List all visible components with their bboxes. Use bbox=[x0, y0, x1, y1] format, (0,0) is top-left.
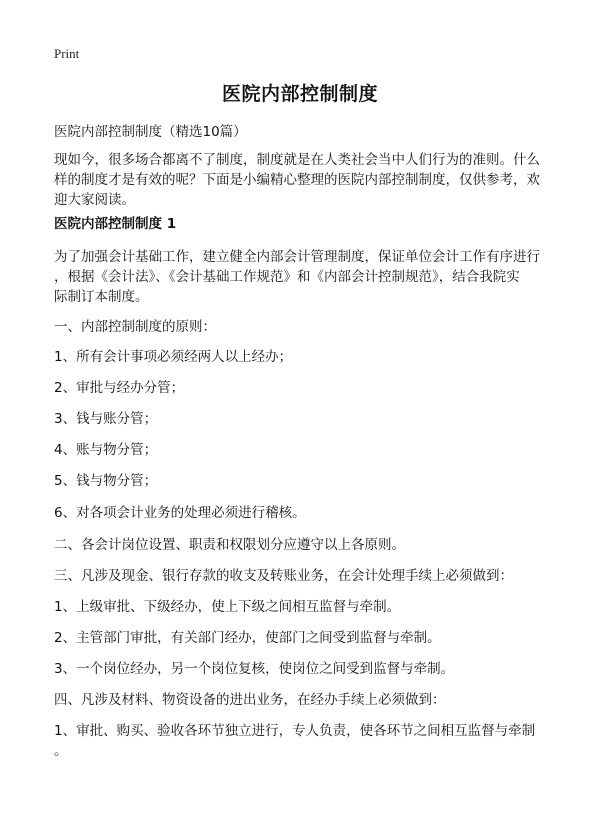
intro-line: 迎大家阅读。 bbox=[54, 192, 135, 208]
list-item-line: 。 bbox=[54, 743, 68, 759]
list-item: 四、凡涉及材料、物资设备的进出业务，在经办手续上必须做到： bbox=[54, 692, 446, 708]
list-item: 1、上级审批、下级经办，使上下级之间相互监督与牵制。 bbox=[54, 599, 401, 615]
body-line: 际制订本制度。 bbox=[54, 289, 149, 305]
page-title: 医院内部控制制度 bbox=[221, 83, 378, 105]
list-item: 2、审批与经办分管； bbox=[54, 380, 185, 396]
body-paragraph bbox=[54, 247, 548, 307]
intro-paragraph bbox=[54, 150, 548, 210]
print-link[interactable]: Print bbox=[54, 46, 80, 61]
list-item: 一、内部控制制度的原则： bbox=[54, 319, 216, 335]
body-line: 为了加强会计基础工作，建立健全内部会计管理制度，保证单位会计工作有序进行 bbox=[54, 249, 540, 265]
list-item-line: 1、审批、购买、验收各环节独立进行，专人负责，使各环节之间相互监督与牵制 bbox=[54, 723, 536, 739]
list-item: 二、各会计岗位设置、职责和权限划分应遵守以上各原则。 bbox=[54, 537, 405, 553]
list-item: 4、账与物分管； bbox=[54, 442, 158, 458]
document-subtitle: 医院内部控制制度（精选10篇） bbox=[54, 124, 247, 140]
list-item: 1、所有会计事项必须经两人以上经办； bbox=[54, 349, 293, 365]
list-item: 6、对各项会计业务的处理必须进行稽核。 bbox=[54, 505, 306, 521]
list-item: 2、主管部门审批，有关部门经办，使部门之间受到监督与牵制。 bbox=[54, 630, 441, 646]
list-item bbox=[54, 721, 548, 761]
list-item: 三、凡涉及现金、银行存款的收支及转账业务，在会计处理手续上必须做到： bbox=[54, 568, 513, 584]
section-heading: 医院内部控制制度 1 bbox=[54, 216, 177, 232]
list-item: 5、钱与物分管； bbox=[54, 473, 158, 489]
intro-line: 样的制度才是有效的呢？下面是小编精心整理的医院内部控制制度，仅供参考，欢 bbox=[54, 172, 540, 188]
intro-line: 现如今，很多场合都离不了制度，制度就是在人类社会当中人们行为的准则。什么 bbox=[54, 152, 540, 168]
list-item: 3、钱与账分管； bbox=[54, 411, 158, 427]
body-line: ，根据《会计法》、《会计基础工作规范》和《内部会计控制规范》，结合我院实 bbox=[54, 269, 520, 285]
list-item: 3、一个岗位经办，另一个岗位复核，使岗位之间受到监督与牵制。 bbox=[54, 661, 455, 677]
